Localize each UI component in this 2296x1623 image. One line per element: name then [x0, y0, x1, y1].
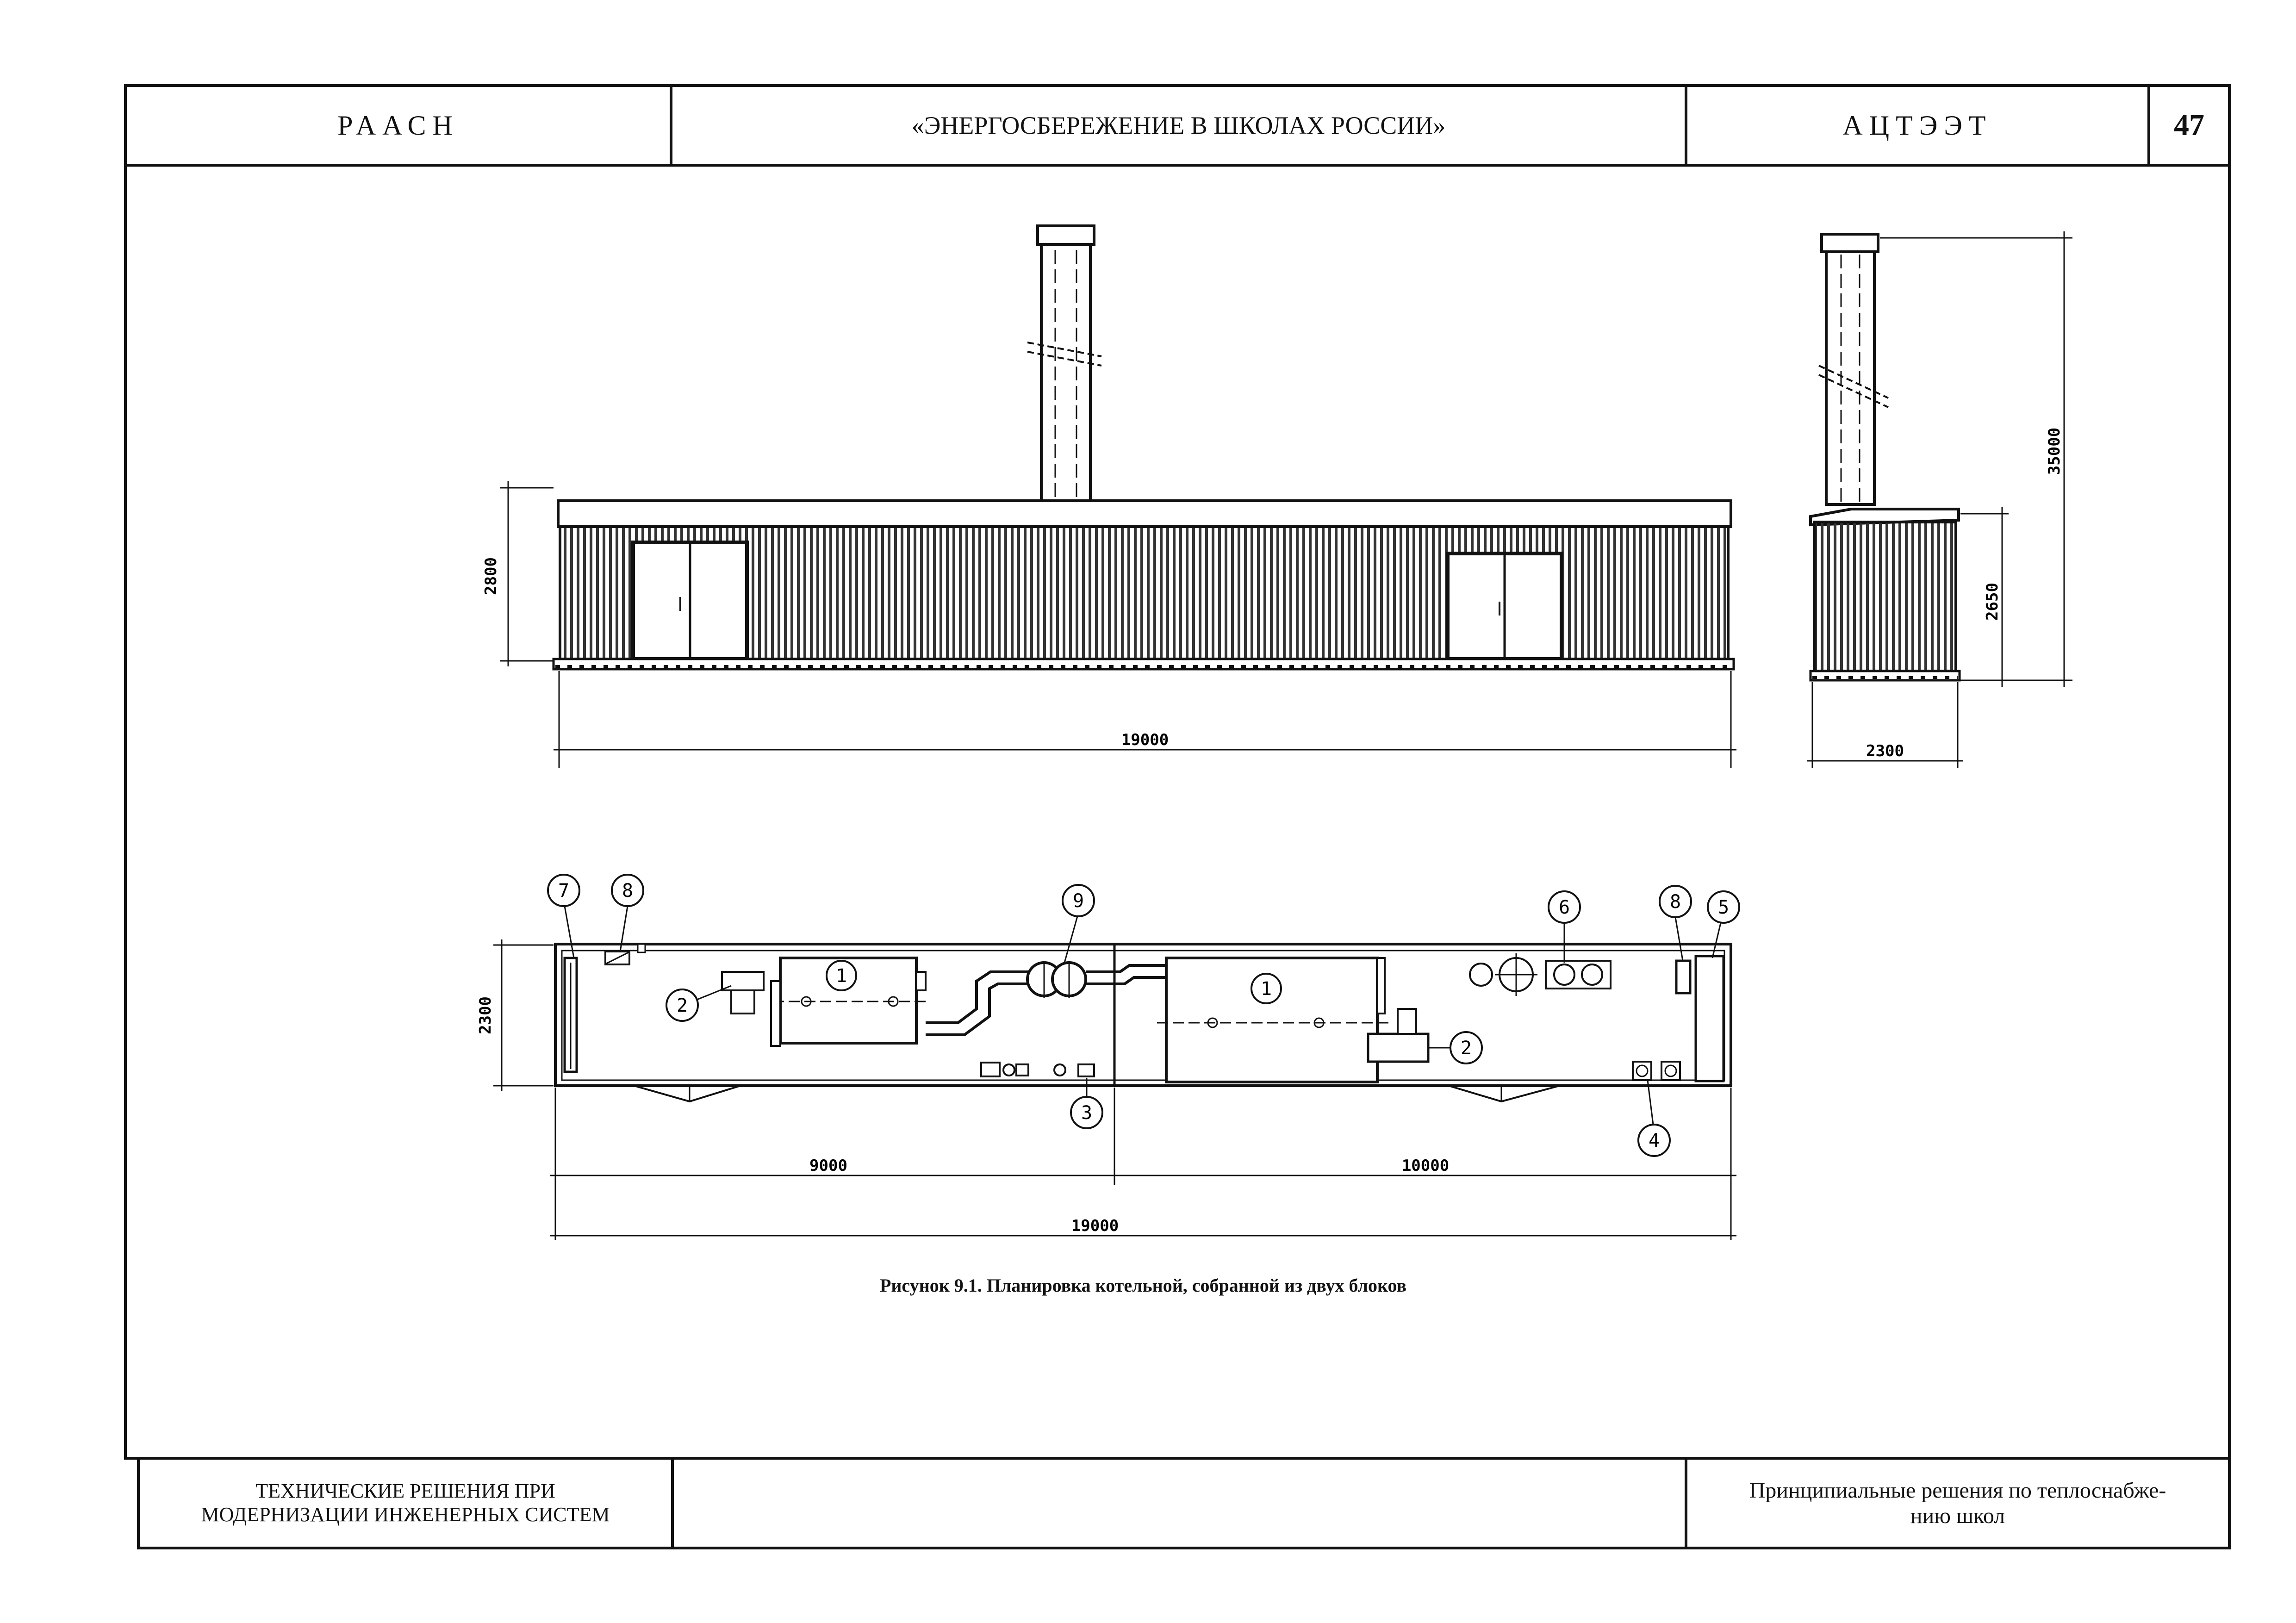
roof — [558, 501, 1731, 527]
header-org-left: РААСН — [337, 110, 459, 141]
footer-right-line2: нию школ — [1910, 1504, 2005, 1528]
header-title: «ЭНЕРГОСБЕРЕЖЕНИЕ В ШКОЛАХ РОССИИ» — [911, 112, 1446, 139]
elevation-length-dim: 19000 — [1121, 731, 1169, 749]
front-elevation — [482, 226, 1736, 768]
header-org-right: АЦТЭЭТ — [1842, 110, 1992, 141]
footer-right — [1687, 1460, 2228, 1547]
svg-text:2: 2 — [676, 995, 688, 1016]
callout-8-left — [612, 875, 643, 951]
chimney-height-dim: 35000 — [2045, 427, 2064, 475]
figure-caption: Рисунок 9.1. Планировка котельной, собранной из двух блоков — [879, 1275, 1407, 1296]
svg-text:2: 2 — [1460, 1038, 1472, 1059]
callout-4 — [1638, 1080, 1670, 1156]
plan-total-dim: 19000 — [1071, 1217, 1119, 1235]
callout-1-left — [827, 961, 856, 990]
floor-plan — [476, 875, 1739, 1240]
svg-text:8: 8 — [622, 880, 634, 902]
svg-text:3: 3 — [1081, 1102, 1093, 1124]
side-wall — [1814, 522, 1956, 671]
footer-divider — [671, 1457, 674, 1549]
svg-text:1: 1 — [835, 965, 847, 987]
svg-text:8: 8 — [1669, 891, 1681, 913]
footer-left-line2: МОДЕРНИЗАЦИИ ИНЖЕНЕРНЫХ СИСТЕМ — [201, 1503, 610, 1526]
footer-left-line1: ТЕХНИЧЕСКИЕ РЕШЕНИЯ ПРИ — [255, 1480, 555, 1503]
side-height-dim: 2650 — [1983, 583, 2002, 621]
block2-dim: 10000 — [1401, 1157, 1450, 1175]
side-chimney — [1822, 234, 1878, 252]
page-number: 47 — [2174, 108, 2204, 142]
block1-dim: 9000 — [809, 1157, 847, 1175]
callout-1-right — [1251, 974, 1281, 1003]
side-width-dim: 2300 — [1866, 742, 1904, 760]
footer-left — [140, 1460, 671, 1547]
side-view — [1807, 231, 2072, 768]
chimney — [1038, 226, 1094, 244]
svg-text:4: 4 — [1648, 1130, 1660, 1151]
footer-right-line1: Принципиальные решения по теплоснабже- — [1749, 1478, 2166, 1503]
svg-text:7: 7 — [558, 880, 570, 902]
svg-text:9: 9 — [1072, 890, 1084, 912]
svg-text:1: 1 — [1260, 978, 1272, 1000]
svg-text:5: 5 — [1717, 897, 1730, 918]
plan-width-dim: 2300 — [476, 996, 495, 1034]
elevation-height-dim: 2800 — [482, 557, 500, 595]
svg-text:6: 6 — [1558, 897, 1570, 918]
